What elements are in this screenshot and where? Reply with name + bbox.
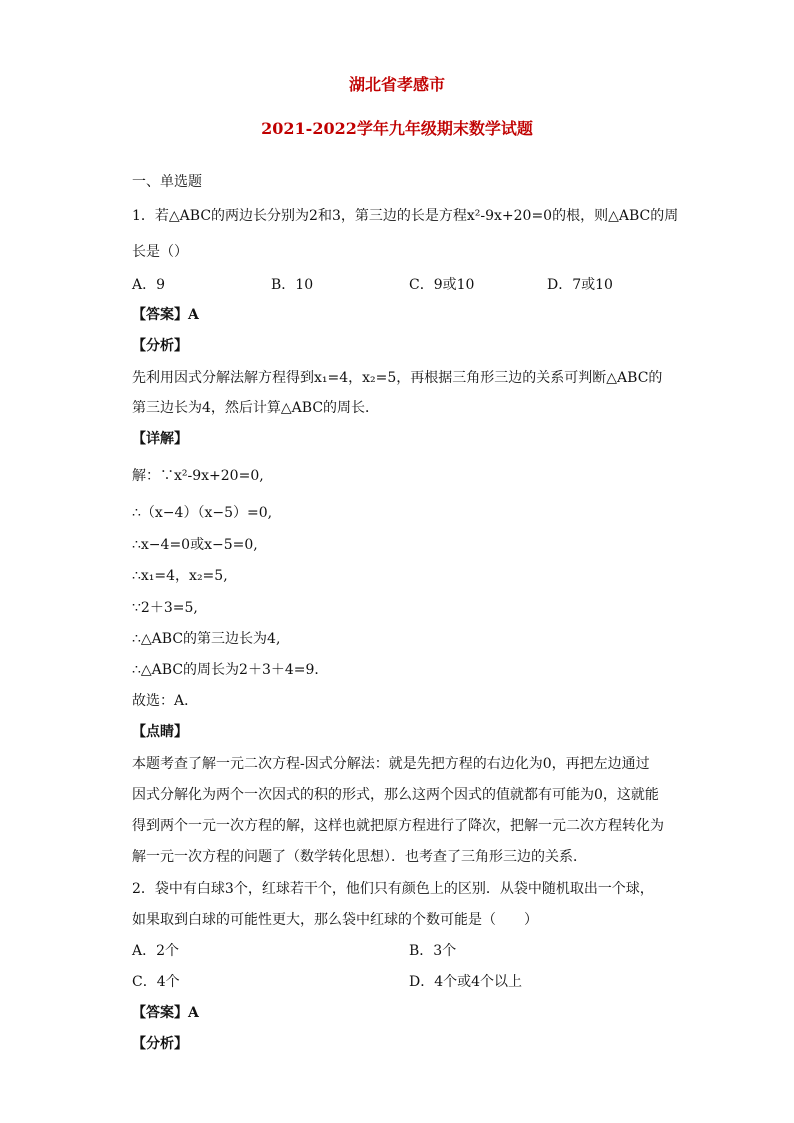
q1-comment-line: 本题考查了解一元二次方程-因式分解法：就是先把方程的右边化为0，再把左边通过: [132, 756, 650, 772]
q1-detail-label: 【详解】: [132, 431, 188, 447]
q1-comment-label: 【点睛】: [132, 724, 188, 740]
q1-comment-line: 得到两个一元一次方程的解，这样也就把原方程进行了降次，把解一元二次方程转化为: [132, 818, 664, 834]
q1-step: ∴（x−4）（x−5）=0,: [132, 505, 273, 521]
q1-answer: 【答案】A: [132, 307, 199, 323]
q1-comment-line: 因式分解化为两个一次因式的积的形式，那么这两个因式的值就都有可能为0，这就能: [132, 787, 659, 803]
q2-answer: 【答案】A: [132, 1005, 199, 1021]
q1-conclusion: 故选：A．: [132, 693, 199, 709]
document-title-exam: 2021-2022学年九年级期末数学试题: [261, 119, 533, 138]
q2-option-c: C．4个: [132, 974, 180, 990]
q1-step: ∴x−4=0或x−5=0,: [132, 537, 258, 553]
q1-option-c: C．9或10: [409, 277, 475, 293]
q2-stem-line1: 2．袋中有白球3个，红球若干个，他们只有颜色上的区别．从袋中随机取出一个球，: [132, 881, 654, 897]
q1-option-d: D．7或10: [547, 277, 613, 293]
q1-analysis-line2: 第三边长为4，然后计算△ABC的周长．: [132, 400, 380, 416]
q2-analysis-label: 【分析】: [132, 1036, 188, 1052]
section-heading: 一、单选题: [132, 174, 202, 190]
q1-step: ∴△ABC的周长为2＋3＋4=9．: [132, 662, 329, 678]
q1-step: ∵2＋3=5,: [132, 600, 198, 616]
q1-option-a: A．9: [132, 277, 166, 293]
q1-step: ∴x₁=4，x₂=5,: [132, 568, 228, 584]
q1-step: 解：∵x²-9x+20=0,: [132, 468, 264, 484]
q1-step: ∴△ABC的第三边长为4,: [132, 631, 281, 647]
q2-option-d: D．4个或4个以上: [409, 974, 523, 990]
q2-stem-line2: 如果取到白球的可能性更大，那么袋中红球的个数可能是（ ）: [132, 912, 538, 928]
q1-analysis-line1: 先利用因式分解法解方程得到x₁=4，x₂=5，再根据三角形三边的关系可判断△ABC的: [132, 370, 663, 386]
q1-comment-line: 解一元一次方程的问题了（数学转化思想）．也考查了三角形三边的关系．: [132, 849, 587, 865]
q2-option-b: B．3个: [409, 943, 457, 959]
document-title-region: 湖北省孝感市: [348, 75, 445, 94]
q1-stem-line1: 1．若△ABC的两边长分别为2和3，第三边的长是方程x²-9x+20=0的根，则△ABC的周: [132, 208, 679, 224]
q2-option-a: A．2个: [132, 943, 180, 959]
q1-stem-line2: 长是（）: [132, 244, 188, 260]
q1-analysis-label: 【分析】: [132, 338, 188, 354]
q1-option-b: B．10: [271, 277, 314, 293]
